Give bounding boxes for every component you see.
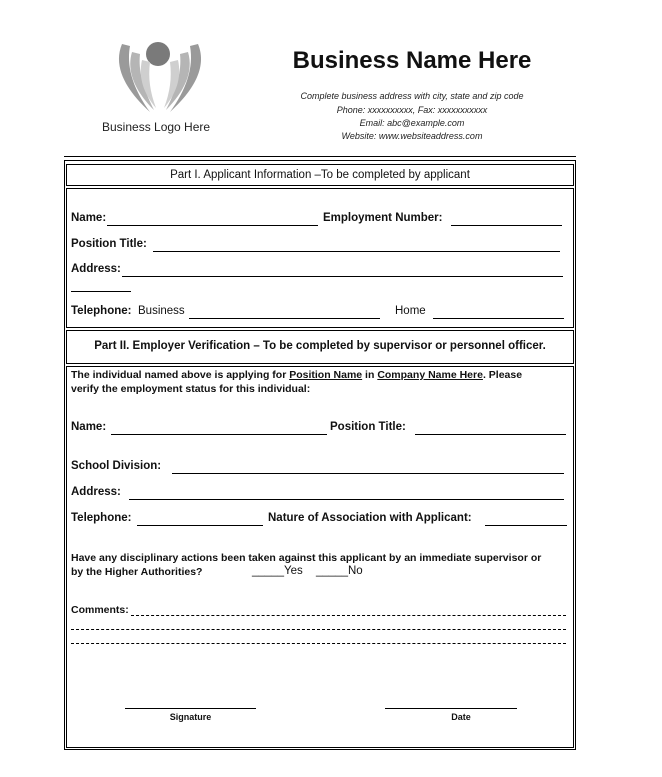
p2-telephone-label: Telephone: [71, 512, 132, 524]
p2-intro-company: Company Name Here [377, 369, 483, 381]
business-address: Complete business address with city, state and zip code [300, 91, 524, 101]
p1-employment-number-field[interactable] [451, 225, 562, 226]
p1-home-label: Home [395, 305, 426, 317]
p2-intro-text-2: . Please [482, 369, 523, 381]
p1-address-field-line2[interactable] [71, 291, 131, 292]
p2-disciplinary-question: Have any disciplinary actions been taken against this applicant by an immediate supervisor or [71, 552, 542, 564]
date-label: Date [451, 712, 471, 722]
p2-address-label: Address: [71, 486, 121, 498]
p2-yes-option[interactable]: _____Yes [252, 565, 303, 577]
p2-intro-line2: verify the employment status for this individual: [71, 383, 311, 395]
p1-name-label: Name: [71, 212, 107, 224]
p2-comments-line3[interactable] [71, 643, 566, 644]
p2-position-title-label: Position Title: [330, 421, 406, 433]
logo-caption: Business Logo Here [102, 120, 211, 134]
p2-telephone-field[interactable] [137, 525, 263, 526]
business-name: Business Name Here [292, 47, 532, 74]
p2-comments-line2[interactable] [71, 629, 566, 630]
p2-address-field[interactable] [129, 499, 564, 500]
p1-telephone-label: Telephone: [71, 305, 132, 317]
p2-intro-in: in [362, 369, 378, 381]
p2-school-division-label: School Division: [71, 460, 162, 472]
p1-business-phone-field[interactable] [189, 318, 380, 319]
part2-title: Part II. Employer Verification – To be completed by supervisor or personnel officer. [94, 340, 546, 352]
business-email: Email: abc@example.com [359, 118, 465, 128]
p2-comments-label: Comments: [71, 604, 129, 616]
p2-comments-field[interactable] [131, 615, 566, 616]
p2-intro [71, 369, 522, 381]
p1-address-field[interactable] [122, 276, 563, 277]
p1-home-phone-field[interactable] [433, 318, 564, 319]
business-phone: Phone: xxxxxxxxxx, Fax: xxxxxxxxxxx [336, 105, 488, 115]
p2-intro-text-1: The individual named above is applying for [71, 369, 290, 381]
p2-intro-position: Position Name [289, 369, 363, 381]
p2-name-label: Name: [71, 421, 107, 433]
p1-employment-number-label: Employment Number: [323, 212, 443, 224]
p2-nature-label: Nature of Association with Applicant: [268, 512, 472, 524]
signature-field[interactable] [125, 708, 256, 709]
p2-school-division-field[interactable] [172, 473, 564, 474]
p1-position-title-label: Position Title: [71, 238, 147, 250]
p2-no-option[interactable]: _____No [316, 565, 363, 577]
part1-title: Part I. Applicant Information –To be completed by applicant [170, 169, 470, 181]
p2-position-title-field[interactable] [415, 434, 566, 435]
p2-name-field[interactable] [111, 434, 327, 435]
p2-disciplinary-question-line2: by the Higher Authorities? [71, 566, 203, 578]
p1-address-label: Address: [71, 263, 121, 275]
p1-position-title-field[interactable] [153, 251, 560, 252]
p2-nature-field[interactable] [485, 525, 567, 526]
business-website: Website: www.websiteaddress.com [341, 131, 483, 141]
p1-business-label: Business [138, 305, 185, 317]
p1-name-field[interactable] [107, 225, 318, 226]
header-divider [64, 156, 576, 157]
signature-label: Signature [169, 712, 212, 722]
date-field[interactable] [385, 708, 517, 709]
